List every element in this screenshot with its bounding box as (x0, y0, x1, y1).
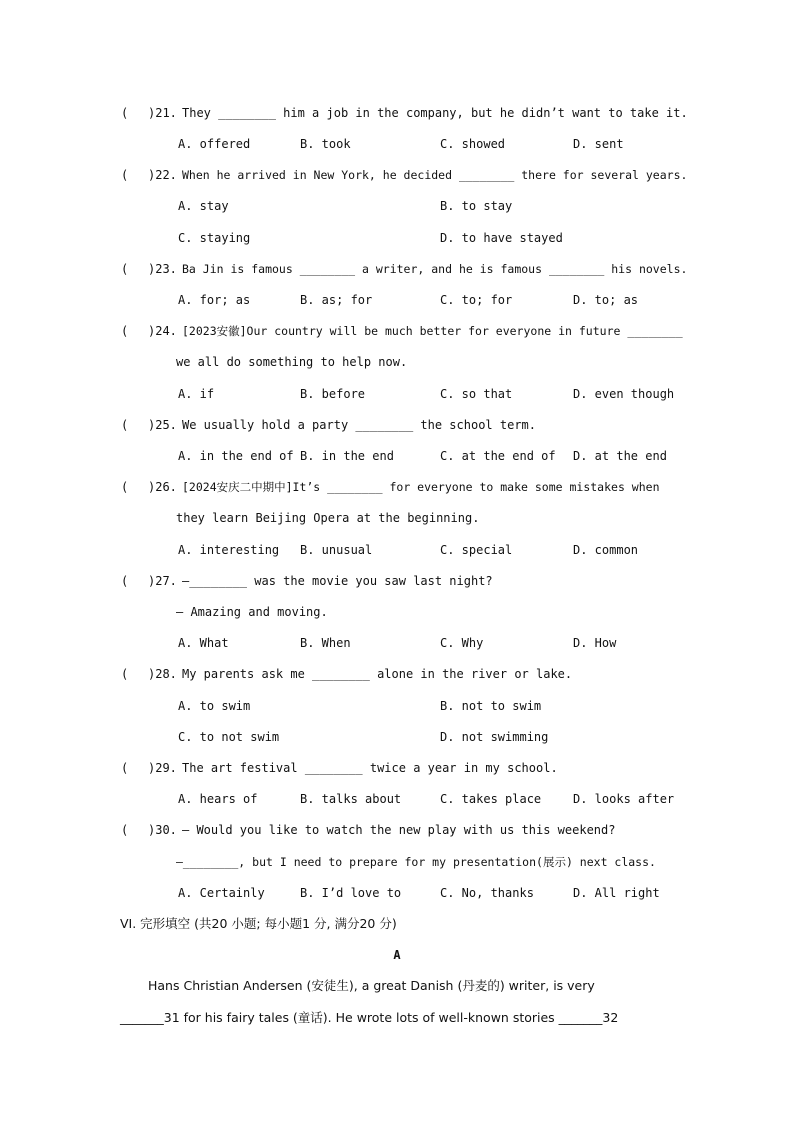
option-a: A. to swim (178, 699, 251, 713)
question-number: )29. (148, 761, 177, 775)
answer-bracket: ( (121, 324, 129, 338)
question-stem: When he arrived in New York, he decided ________ there for several years. (182, 168, 688, 182)
question-stem: — Would you like to watch the new play with us this weekend? (182, 823, 616, 837)
option-d: D. All right (573, 886, 660, 900)
option-d: D. common (573, 543, 639, 557)
answer-bracket: ( (121, 106, 129, 120)
question-stem-continued: we all do something to help now. (176, 355, 408, 369)
question-stem: [2024安庆二中期中]It’s ________ for everyone to make some mistakes when (182, 480, 660, 494)
option-b: B. talks about (300, 792, 402, 806)
question-stem: We usually hold a party ________ the school term. (182, 418, 537, 432)
question-number: )26. (148, 480, 177, 494)
question-stem: The art festival ________ twice a year in my school. (182, 761, 558, 775)
answer-bracket: ( (121, 761, 129, 775)
answer-bracket: ( (121, 168, 129, 182)
answer-bracket: ( (121, 667, 129, 681)
question-stem: They ________ him a job in the company, but he didn’t want to take it. (182, 106, 688, 120)
option-a: A. if (178, 387, 215, 401)
option-c: C. No, thanks (440, 886, 534, 900)
question-number: )28. (148, 667, 177, 681)
question-stem: —________ was the movie you saw last night? (182, 574, 493, 588)
option-c: C. staying (178, 231, 251, 245)
section-title: VI. 完形填空 (共20 小题; 每小题1 分, 满分20 分) (120, 916, 397, 931)
answer-bracket: ( (121, 574, 129, 588)
option-a: A. offered (178, 137, 251, 151)
question-stem: My parents ask me ________ alone in the river or lake. (182, 667, 573, 681)
option-d: D. to have stayed (440, 231, 563, 245)
answer-bracket: ( (121, 262, 129, 276)
option-c: C. showed (440, 137, 506, 151)
option-a: A. in the end of (178, 449, 294, 463)
option-d: D. at the end (573, 449, 667, 463)
option-b: B. not to swim (440, 699, 542, 713)
part-heading: A (393, 948, 401, 962)
question-stem-continued: they learn Beijing Opera at the beginning. (176, 511, 480, 525)
option-a: A. What (178, 636, 229, 650)
question-number: )27. (148, 574, 177, 588)
option-c: C. Why (440, 636, 484, 650)
option-b: B. before (300, 387, 366, 401)
answer-bracket: ( (121, 418, 129, 432)
option-c: C. special (440, 543, 513, 557)
option-b: B. to stay (440, 199, 513, 213)
question-stem-continued: — Amazing and moving. (176, 605, 328, 619)
question-number: )25. (148, 418, 177, 432)
option-b: B. as; for (300, 293, 373, 307)
question-number: )22. (148, 168, 177, 182)
option-a: A. hears of (178, 792, 258, 806)
option-c: C. takes place (440, 792, 542, 806)
option-a: A. Certainly (178, 886, 265, 900)
question-number: )23. (148, 262, 177, 276)
option-b: B. When (300, 636, 351, 650)
option-d: D. How (573, 636, 617, 650)
option-d: D. to; as (573, 293, 639, 307)
question-number: )24. (148, 324, 177, 338)
option-b: B. took (300, 137, 351, 151)
option-c: C. to not swim (178, 730, 280, 744)
option-d: D. looks after (573, 792, 675, 806)
option-c: C. to; for (440, 293, 513, 307)
option-c: C. so that (440, 387, 513, 401)
option-a: A. stay (178, 199, 229, 213)
option-d: D. sent (573, 137, 624, 151)
question-number: )30. (148, 823, 177, 837)
option-d: D. even though (573, 387, 675, 401)
question-stem: [2023安徽]Our country will be much better for everyone in future ________ (182, 324, 683, 338)
question-stem: Ba Jin is famous ________ a writer, and he is famous ________ his novels. (182, 262, 688, 276)
option-b: B. in the end (300, 449, 394, 463)
question-stem-continued: —________, but I need to prepare for my presentation(展示) next class. (176, 855, 656, 869)
option-a: A. for; as (178, 293, 251, 307)
option-a: A. interesting (178, 543, 280, 557)
option-b: B. I’d love to (300, 886, 402, 900)
option-d: D. not swimming (440, 730, 549, 744)
passage-line: Hans Christian Andersen (安徒生), a great Danish (丹麦的) writer, is very (148, 978, 595, 993)
question-number: )21. (148, 106, 177, 120)
option-c: C. at the end of (440, 449, 556, 463)
answer-bracket: ( (121, 823, 129, 837)
answer-bracket: ( (121, 480, 129, 494)
passage-line: _______31 for his fairy tales (童话). He wrote lots of well-known stories _______32 (120, 1010, 619, 1025)
option-b: B. unusual (300, 543, 373, 557)
